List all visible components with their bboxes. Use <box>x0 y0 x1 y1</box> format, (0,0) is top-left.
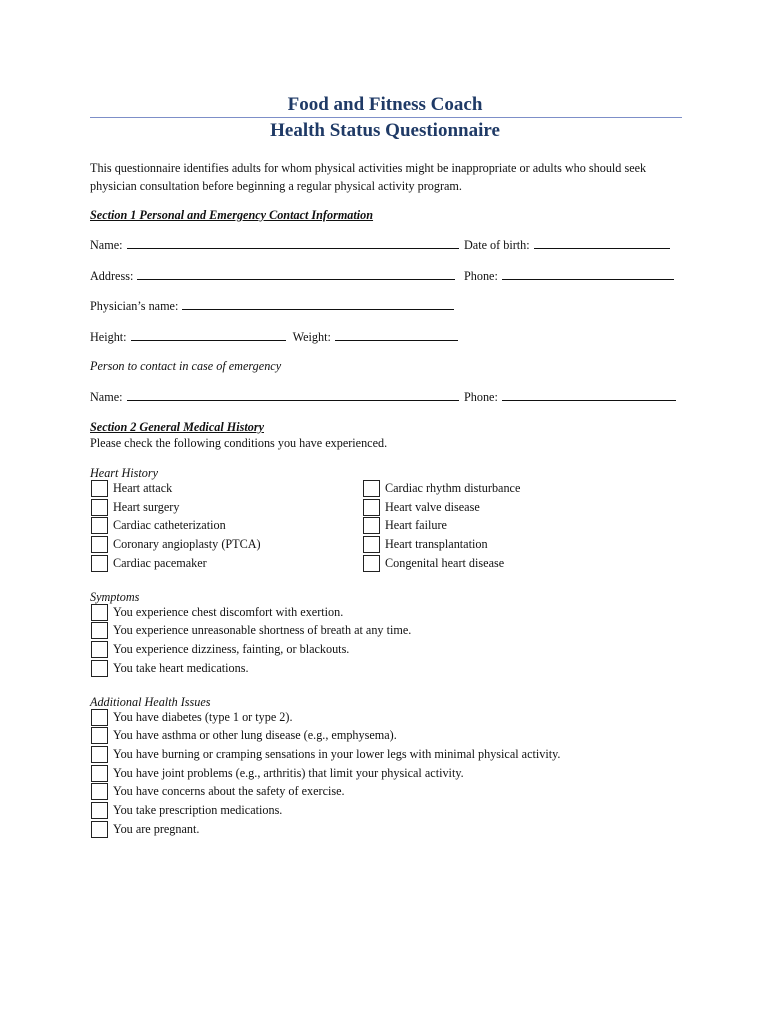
label-heart-valve: Heart valve disease <box>385 500 480 514</box>
form-title: Food and Fitness Coach <box>287 94 483 115</box>
checkbox-chest-discomfort[interactable] <box>91 604 108 621</box>
name-row <box>90 236 459 253</box>
dob-label: Date of birth: <box>464 238 530 252</box>
label-leg-cramping: You have burning or cramping sensations in your lower legs with minimal physical activity. <box>113 747 561 761</box>
emergency-name-label: Name: <box>90 390 123 404</box>
section2-heading: Section 2 General Medical History <box>90 420 264 434</box>
label-congenital-heart: Congenital heart disease <box>385 556 505 570</box>
label-cardiac-rhythm: Cardiac rhythm disturbance <box>385 481 521 495</box>
label-coronary-angioplasty: Coronary angioplasty (PTCA) <box>113 537 261 551</box>
dob-row <box>464 236 670 253</box>
checkbox-shortness-of-breath[interactable] <box>91 622 108 639</box>
emergency-heading: Person to contact in case of emergency <box>90 359 282 373</box>
address-field[interactable] <box>137 267 455 280</box>
checkbox-cardiac-catheterization[interactable] <box>91 517 108 534</box>
label-dizziness: You experience dizziness, fainting, or blackouts. <box>113 642 350 656</box>
emergency-name-field[interactable] <box>127 388 459 401</box>
checkbox-heart-attack[interactable] <box>91 480 108 497</box>
form-subtitle: Health Status Questionnaire <box>270 120 500 141</box>
checkbox-congenital-heart[interactable] <box>363 555 380 572</box>
label-pregnant: You are pregnant. <box>113 822 200 836</box>
label-heart-attack: Heart attack <box>113 481 173 495</box>
height-field[interactable] <box>131 328 286 341</box>
label-cardiac-catheterization: Cardiac catheterization <box>113 518 226 532</box>
weight-label: Weight: <box>292 330 331 344</box>
checkbox-cardiac-rhythm[interactable] <box>363 480 380 497</box>
checkbox-cardiac-pacemaker[interactable] <box>91 555 108 572</box>
emergency-phone-row <box>464 388 676 405</box>
address-label: Address: <box>90 269 134 283</box>
emergency-phone-field[interactable] <box>502 388 676 401</box>
checkbox-joint-problems[interactable] <box>91 765 108 782</box>
physician-label: Physician’s name: <box>90 299 179 313</box>
checkbox-heart-surgery[interactable] <box>91 499 108 516</box>
section2-instruction: Please check the following conditions you have experienced. <box>90 436 388 450</box>
height-label: Height: <box>90 330 127 344</box>
title-rule <box>90 117 682 118</box>
checkbox-dizziness[interactable] <box>91 641 108 658</box>
checkbox-heart-valve[interactable] <box>363 499 380 516</box>
checkbox-heart-transplantation[interactable] <box>363 536 380 553</box>
label-heart-medications: You take heart medications. <box>113 661 249 675</box>
checkbox-diabetes[interactable] <box>91 709 108 726</box>
dob-field[interactable] <box>534 236 670 249</box>
intro-text: This questionnaire identifies adults for whom physical activities might be inappropriate or adults who should seek physician consultation before beginning a regular physical activity program. <box>90 161 647 193</box>
label-joint-problems: You have joint problems (e.g., arthritis) that limit your physical activity. <box>113 766 464 780</box>
emergency-phone-label: Phone: <box>464 390 498 404</box>
name-label: Name: <box>90 238 123 252</box>
checkbox-exercise-safety[interactable] <box>91 783 108 800</box>
label-prescription-medications: You take prescription medications. <box>113 803 283 817</box>
name-field[interactable] <box>127 236 459 249</box>
weight-field[interactable] <box>335 328 458 341</box>
physician-row <box>90 297 454 314</box>
phone-label: Phone: <box>464 269 498 283</box>
checkbox-lung-disease[interactable] <box>91 727 108 744</box>
phone-field[interactable] <box>502 267 674 280</box>
physician-field[interactable] <box>182 297 454 310</box>
label-heart-surgery: Heart surgery <box>113 500 180 514</box>
symptoms-label: Symptoms <box>90 590 140 604</box>
heart-history-label: Heart History <box>90 466 159 480</box>
label-heart-transplantation: Heart transplantation <box>385 537 488 551</box>
label-lung-disease: You have asthma or other lung disease (e.g., emphysema). <box>113 728 397 742</box>
checkbox-heart-medications[interactable] <box>91 660 108 677</box>
height-weight-row <box>90 328 458 345</box>
label-chest-discomfort: You experience chest discomfort with exertion. <box>113 605 344 619</box>
checkbox-prescription-medications[interactable] <box>91 802 108 819</box>
label-exercise-safety: You have concerns about the safety of exercise. <box>113 784 345 798</box>
checkbox-heart-failure[interactable] <box>363 517 380 534</box>
emergency-name-row <box>90 388 459 405</box>
checkbox-leg-cramping[interactable] <box>91 746 108 763</box>
label-diabetes: You have diabetes (type 1 or type 2). <box>113 710 293 724</box>
checkbox-pregnant[interactable] <box>91 821 108 838</box>
label-cardiac-pacemaker: Cardiac pacemaker <box>113 556 207 570</box>
label-heart-failure: Heart failure <box>385 518 447 532</box>
additional-issues-label: Additional Health Issues <box>90 695 211 709</box>
section1-heading: Section 1 Personal and Emergency Contact Information <box>90 208 374 222</box>
label-shortness-of-breath: You experience unreasonable shortness of breath at any time. <box>113 623 412 637</box>
checkbox-coronary-angioplasty[interactable] <box>91 536 108 553</box>
address-row <box>90 267 455 284</box>
phone-row <box>464 267 674 284</box>
